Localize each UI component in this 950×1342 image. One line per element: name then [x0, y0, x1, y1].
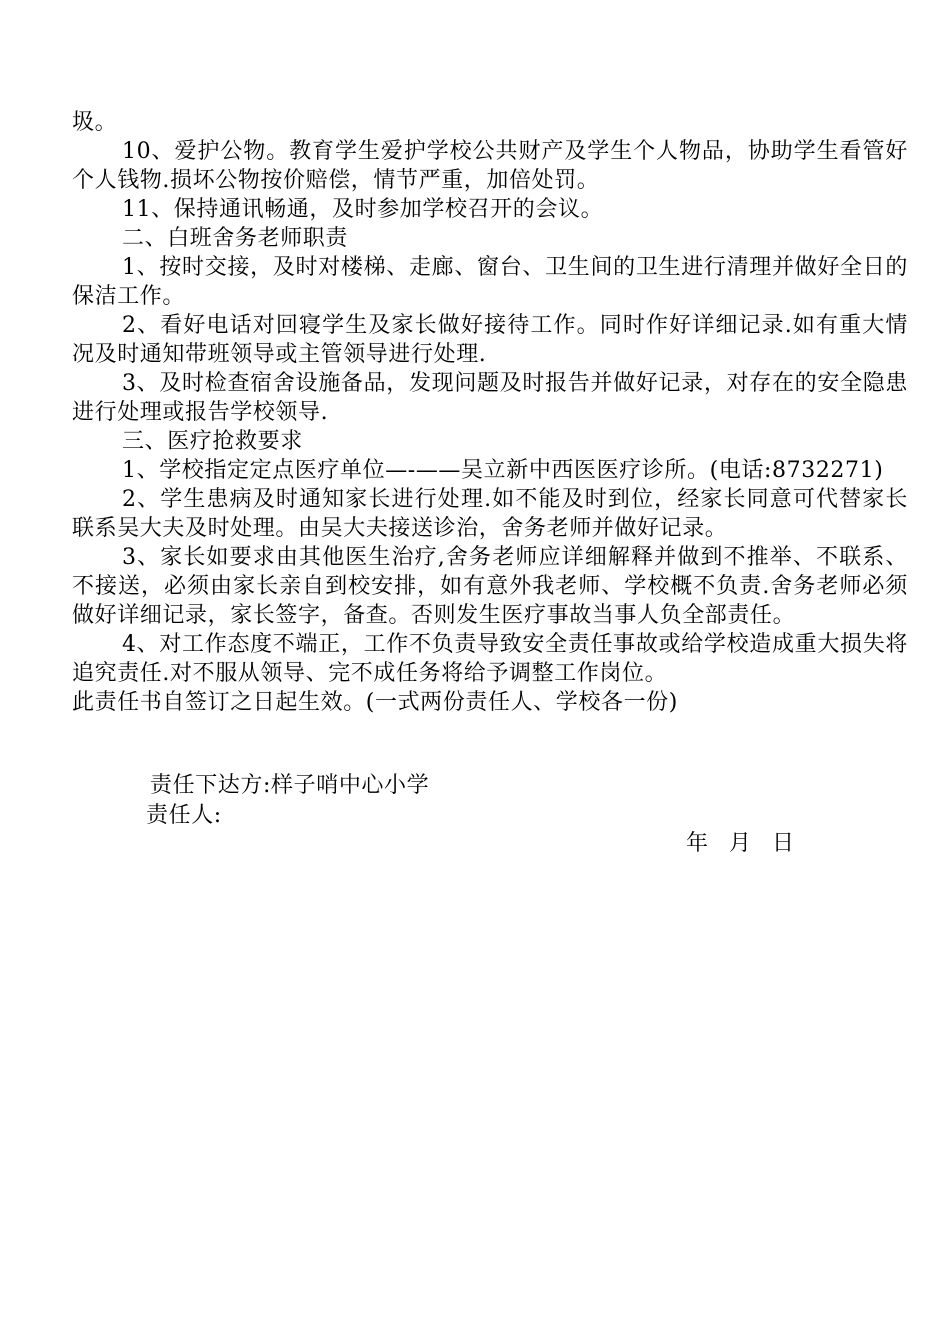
paragraph-1: 10、爱护公物。教育学生爱护学校公共财产及学生个人物品，协助学生看管好个人钱物.损坏公物按价赔偿，情节严重，加倍处罚。	[72, 139, 908, 193]
paragraph-6: 3、及时检查宿舍设施备品，发现问题及时报告并做好记录，对存在的安全隐患进行处理或报告学校领导.	[72, 371, 908, 425]
effective-statement: 此责任书自签订之日起生效。(一式两份责任人、学校各一份)	[72, 690, 678, 715]
signature-issuer: 责任下达方:样子哨中心小学	[150, 773, 430, 798]
signature-person: 责任人:	[146, 803, 222, 828]
paragraph-10: 3、家长如要求由其他医生治疗,舍务老师应详细解释并做到不推举、不联系、不接送，必须由家长亲自到校安排，如有意外我老师、学校概不负责.舍务老师必须做好详细记录，家长签字，备查。否则发生医疗事故当事人负全部责任。	[72, 545, 908, 628]
signature-date: 年 月 日	[686, 831, 794, 856]
section-heading-3: 三、医疗抢救要求	[122, 429, 303, 454]
section-heading-2: 二、白班舍务老师职责	[122, 226, 349, 251]
paragraph-11: 4、对工作态度不端正，工作不负责导致安全责任事故或给学校造成重大损失将追究责任.对不服从领导、完不成任务将给予调整工作岗位。	[72, 632, 908, 686]
paragraph-4: 1、按时交接，及时对楼梯、走廊、窗台、卫生间的卫生进行清理并做好全日的保洁工作。	[72, 255, 908, 309]
paragraph-2: 11、保持通讯畅通，及时参加学校召开的会议。	[122, 197, 604, 222]
paragraph-5: 2、看好电话对回寝学生及家长做好接待工作。同时作好详细记录.如有重大情况及时通知带班领导或主管领导进行处理.	[72, 313, 908, 367]
paragraph-9: 2、学生患病及时通知家长进行处理.如不能及时到位，经家长同意可代替家长联系吴大夫及时处理。由吴大夫接送诊治，舍务老师并做好记录。	[72, 487, 908, 541]
paragraph-0: 圾。	[72, 110, 118, 135]
document-body	[72, 108, 908, 717]
paragraph-8: 1、学校指定定点医疗单位—-——吴立新中西医医疗诊所。(电话:8732271)	[122, 458, 884, 483]
